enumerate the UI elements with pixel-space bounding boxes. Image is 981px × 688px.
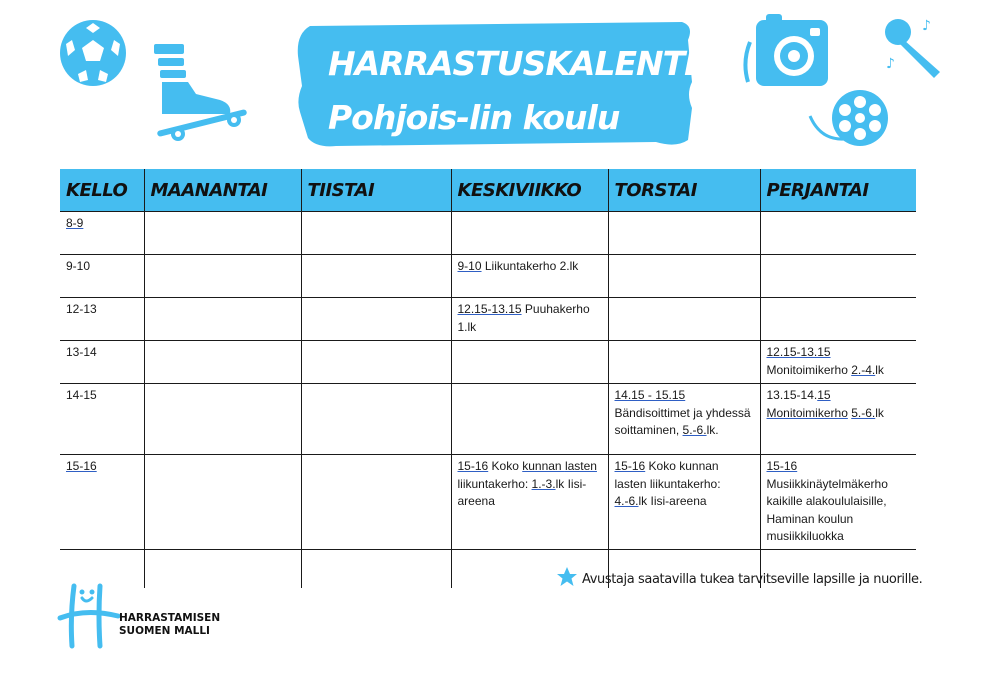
table-row — [60, 384, 916, 455]
table-row — [60, 255, 916, 298]
column-header: MAANANTAI — [144, 169, 301, 212]
page-title: HARRASTUSKALENTERI — [328, 44, 742, 83]
activity-cell: 15-16 Koko kunnan lasten liikuntakerho: 1.-3.lk Iisi-areena — [451, 455, 608, 550]
time-cell — [60, 455, 144, 550]
activity-cell: 9-10 Liikuntakerho 2.lk — [451, 255, 608, 298]
logo-h-icon — [56, 580, 122, 650]
column-header: TORSTAI — [608, 169, 760, 212]
time-label: 15-16 — [66, 459, 97, 473]
column-header: PERJANTAI — [760, 169, 916, 212]
logo-text: HARRASTAMISEN SUOMEN MALLI — [119, 612, 221, 637]
svg-text:♪: ♪ — [886, 56, 895, 72]
microphone-icon — [880, 14, 946, 80]
time-label: 8-9 — [66, 216, 84, 230]
table-row — [60, 298, 916, 341]
time-label: 12-13 — [66, 302, 97, 316]
table-row — [60, 212, 916, 255]
column-header: KESKIVIIKKO — [451, 169, 608, 212]
camera-icon — [740, 12, 832, 92]
assistant-note: Avustaja saatavilla tukea tarvitseville lapsille ja nuorille. — [582, 572, 923, 587]
time-cell — [60, 255, 144, 298]
activity-cell: 12.15-13.15 Monitoimikerho 2.-4.lk — [760, 341, 916, 384]
table-header-row — [60, 169, 916, 212]
time-cell — [60, 298, 144, 341]
roller-skate-icon — [148, 40, 253, 145]
schedule-table — [60, 169, 916, 588]
svg-text:♪: ♪ — [922, 18, 931, 34]
star-icon — [556, 566, 578, 588]
soccer-ball-icon — [58, 18, 128, 88]
time-label: 9-10 — [66, 259, 91, 273]
time-cell — [60, 212, 144, 255]
time-cell — [60, 384, 144, 455]
page-subtitle: Pohjois-lin koulu — [328, 98, 620, 137]
column-header: TIISTAI — [301, 169, 451, 212]
activity-cell: 13.15-14.15 Monitoimikerho 5.-6.lk — [760, 384, 916, 455]
time-label: 14-15 — [66, 388, 97, 402]
table-row — [60, 341, 916, 384]
activity-cell: 12.15-13.15 Puuhakerho 1.lk — [451, 298, 608, 341]
table-row — [60, 455, 916, 550]
time-cell — [60, 341, 144, 384]
activity-cell: 15-16 Musiikkinäytelmäkerho kaikille alakoululaisille, Haminan koulun musiikkiluokka — [760, 455, 916, 550]
film-reel-icon — [808, 88, 892, 152]
column-header: KELLO — [60, 169, 144, 212]
activity-cell: 15-16 Koko kunnan lasten liikuntakerho: 4.-6.lk Iisi-areena — [608, 455, 760, 550]
activity-cell: 14.15 - 15.15 Bändisoittimet ja yhdessä soittaminen, 5.-6.lk. — [608, 384, 760, 455]
time-label: 13-14 — [66, 345, 97, 359]
